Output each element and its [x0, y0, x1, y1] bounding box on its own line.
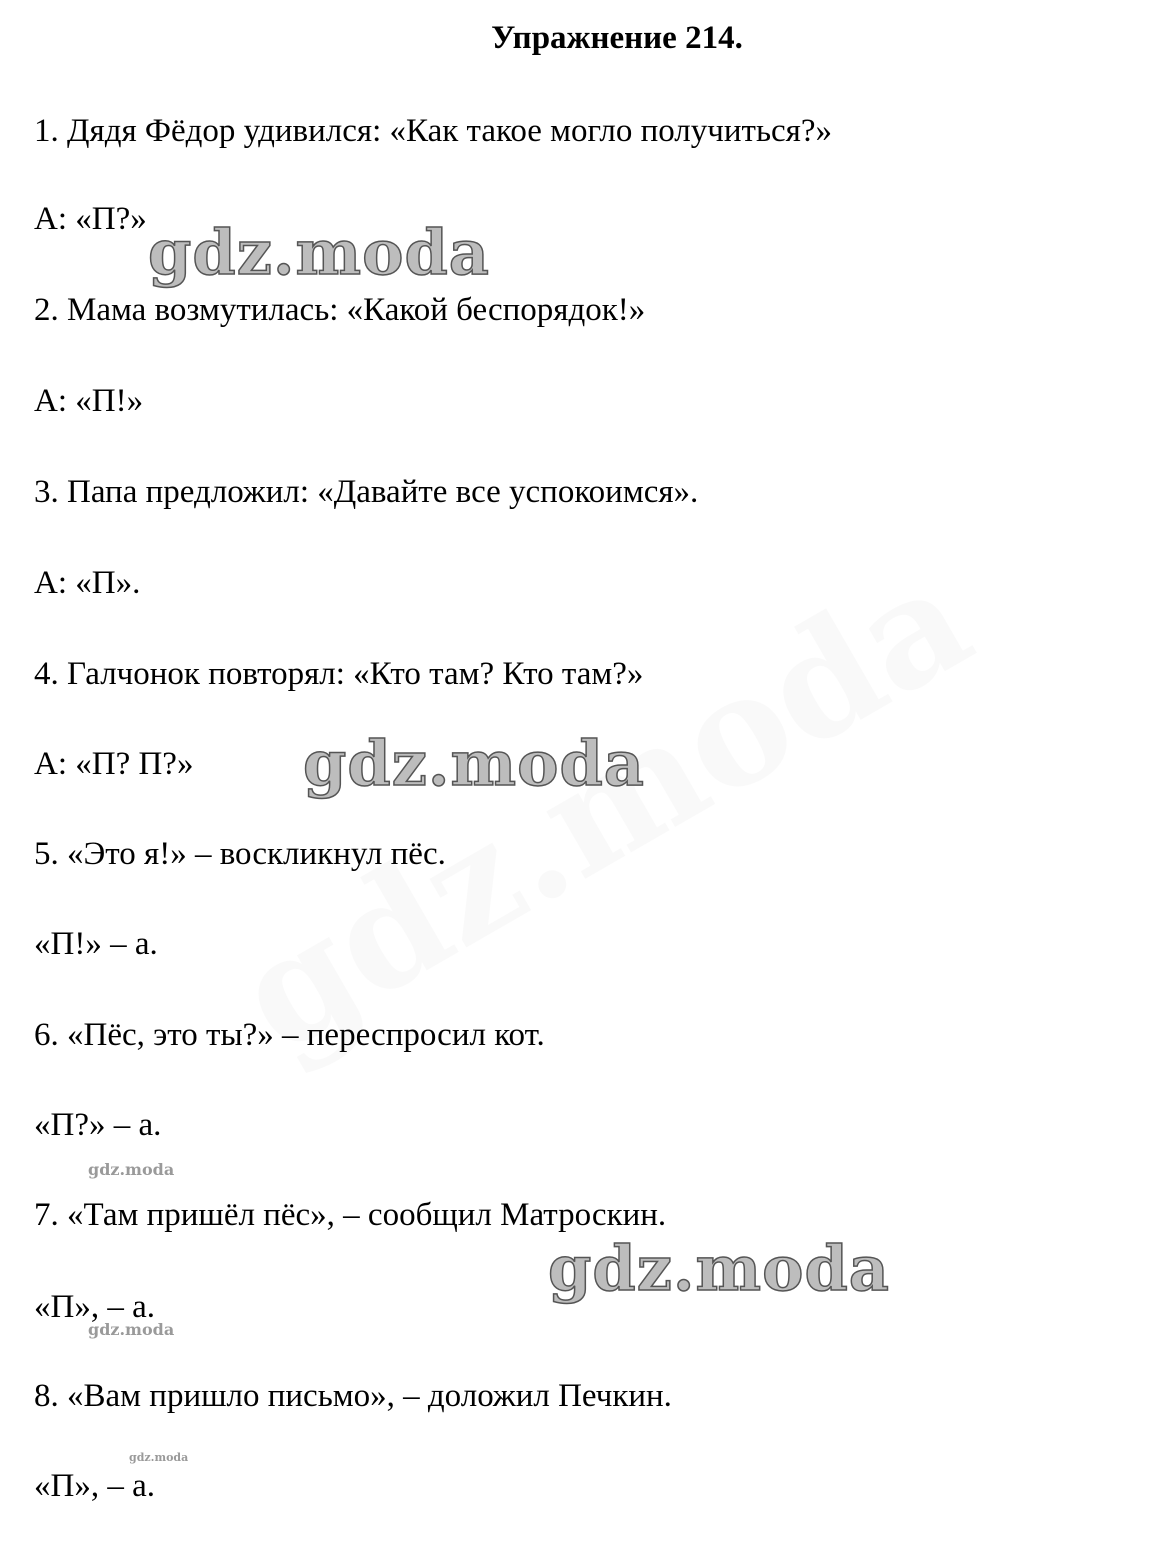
scheme-5: «П!» – а.: [34, 926, 158, 962]
background-watermark: [210, 530, 998, 1086]
scheme-8: «П», – а.: [34, 1468, 155, 1504]
watermark-tiny: gdz.moda: [129, 1451, 189, 1464]
sentence-6: 6. «Пёс, это ты?» – переспросил кот.: [34, 1017, 545, 1053]
sentence-2: 2. Мама возмутилась: «Какой беспорядок!»: [34, 292, 646, 328]
watermark-logo: gdz.moda: [148, 216, 490, 289]
scheme-1: А: «П?»: [34, 201, 147, 237]
watermark-logo: gdz.moda: [548, 1232, 890, 1305]
sentence-3: 3. Папа предложил: «Давайте все успокоимся».: [34, 474, 699, 510]
sentence-7: 7. «Там пришёл пёс», – сообщил Матроскин.: [34, 1197, 667, 1233]
sentence-8: 8. «Вам пришло письмо», – доложил Печкин.: [34, 1378, 672, 1414]
scheme-2: А: «П!»: [34, 383, 144, 419]
scheme-7: «П», – а.: [34, 1289, 155, 1325]
watermark-small: gdz.moda: [88, 1320, 175, 1339]
sentence-4: 4. Галчонок повторял: «Кто там? Кто там?»: [34, 656, 644, 692]
watermark-logo: gdz.moda: [303, 727, 645, 800]
sentence-5: 5. «Это я!» – воскликнул пёс.: [34, 836, 446, 872]
scheme-4: А: «П? П?»: [34, 746, 194, 782]
sentence-1: 1. Дядя Фёдор удивился: «Как такое могло получиться?»: [34, 113, 832, 149]
watermark-small: gdz.moda: [88, 1160, 175, 1179]
page-title: Упражнение 214.: [491, 20, 743, 56]
scheme-6: «П?» – а.: [34, 1107, 162, 1143]
scheme-3: А: «П».: [34, 565, 141, 601]
